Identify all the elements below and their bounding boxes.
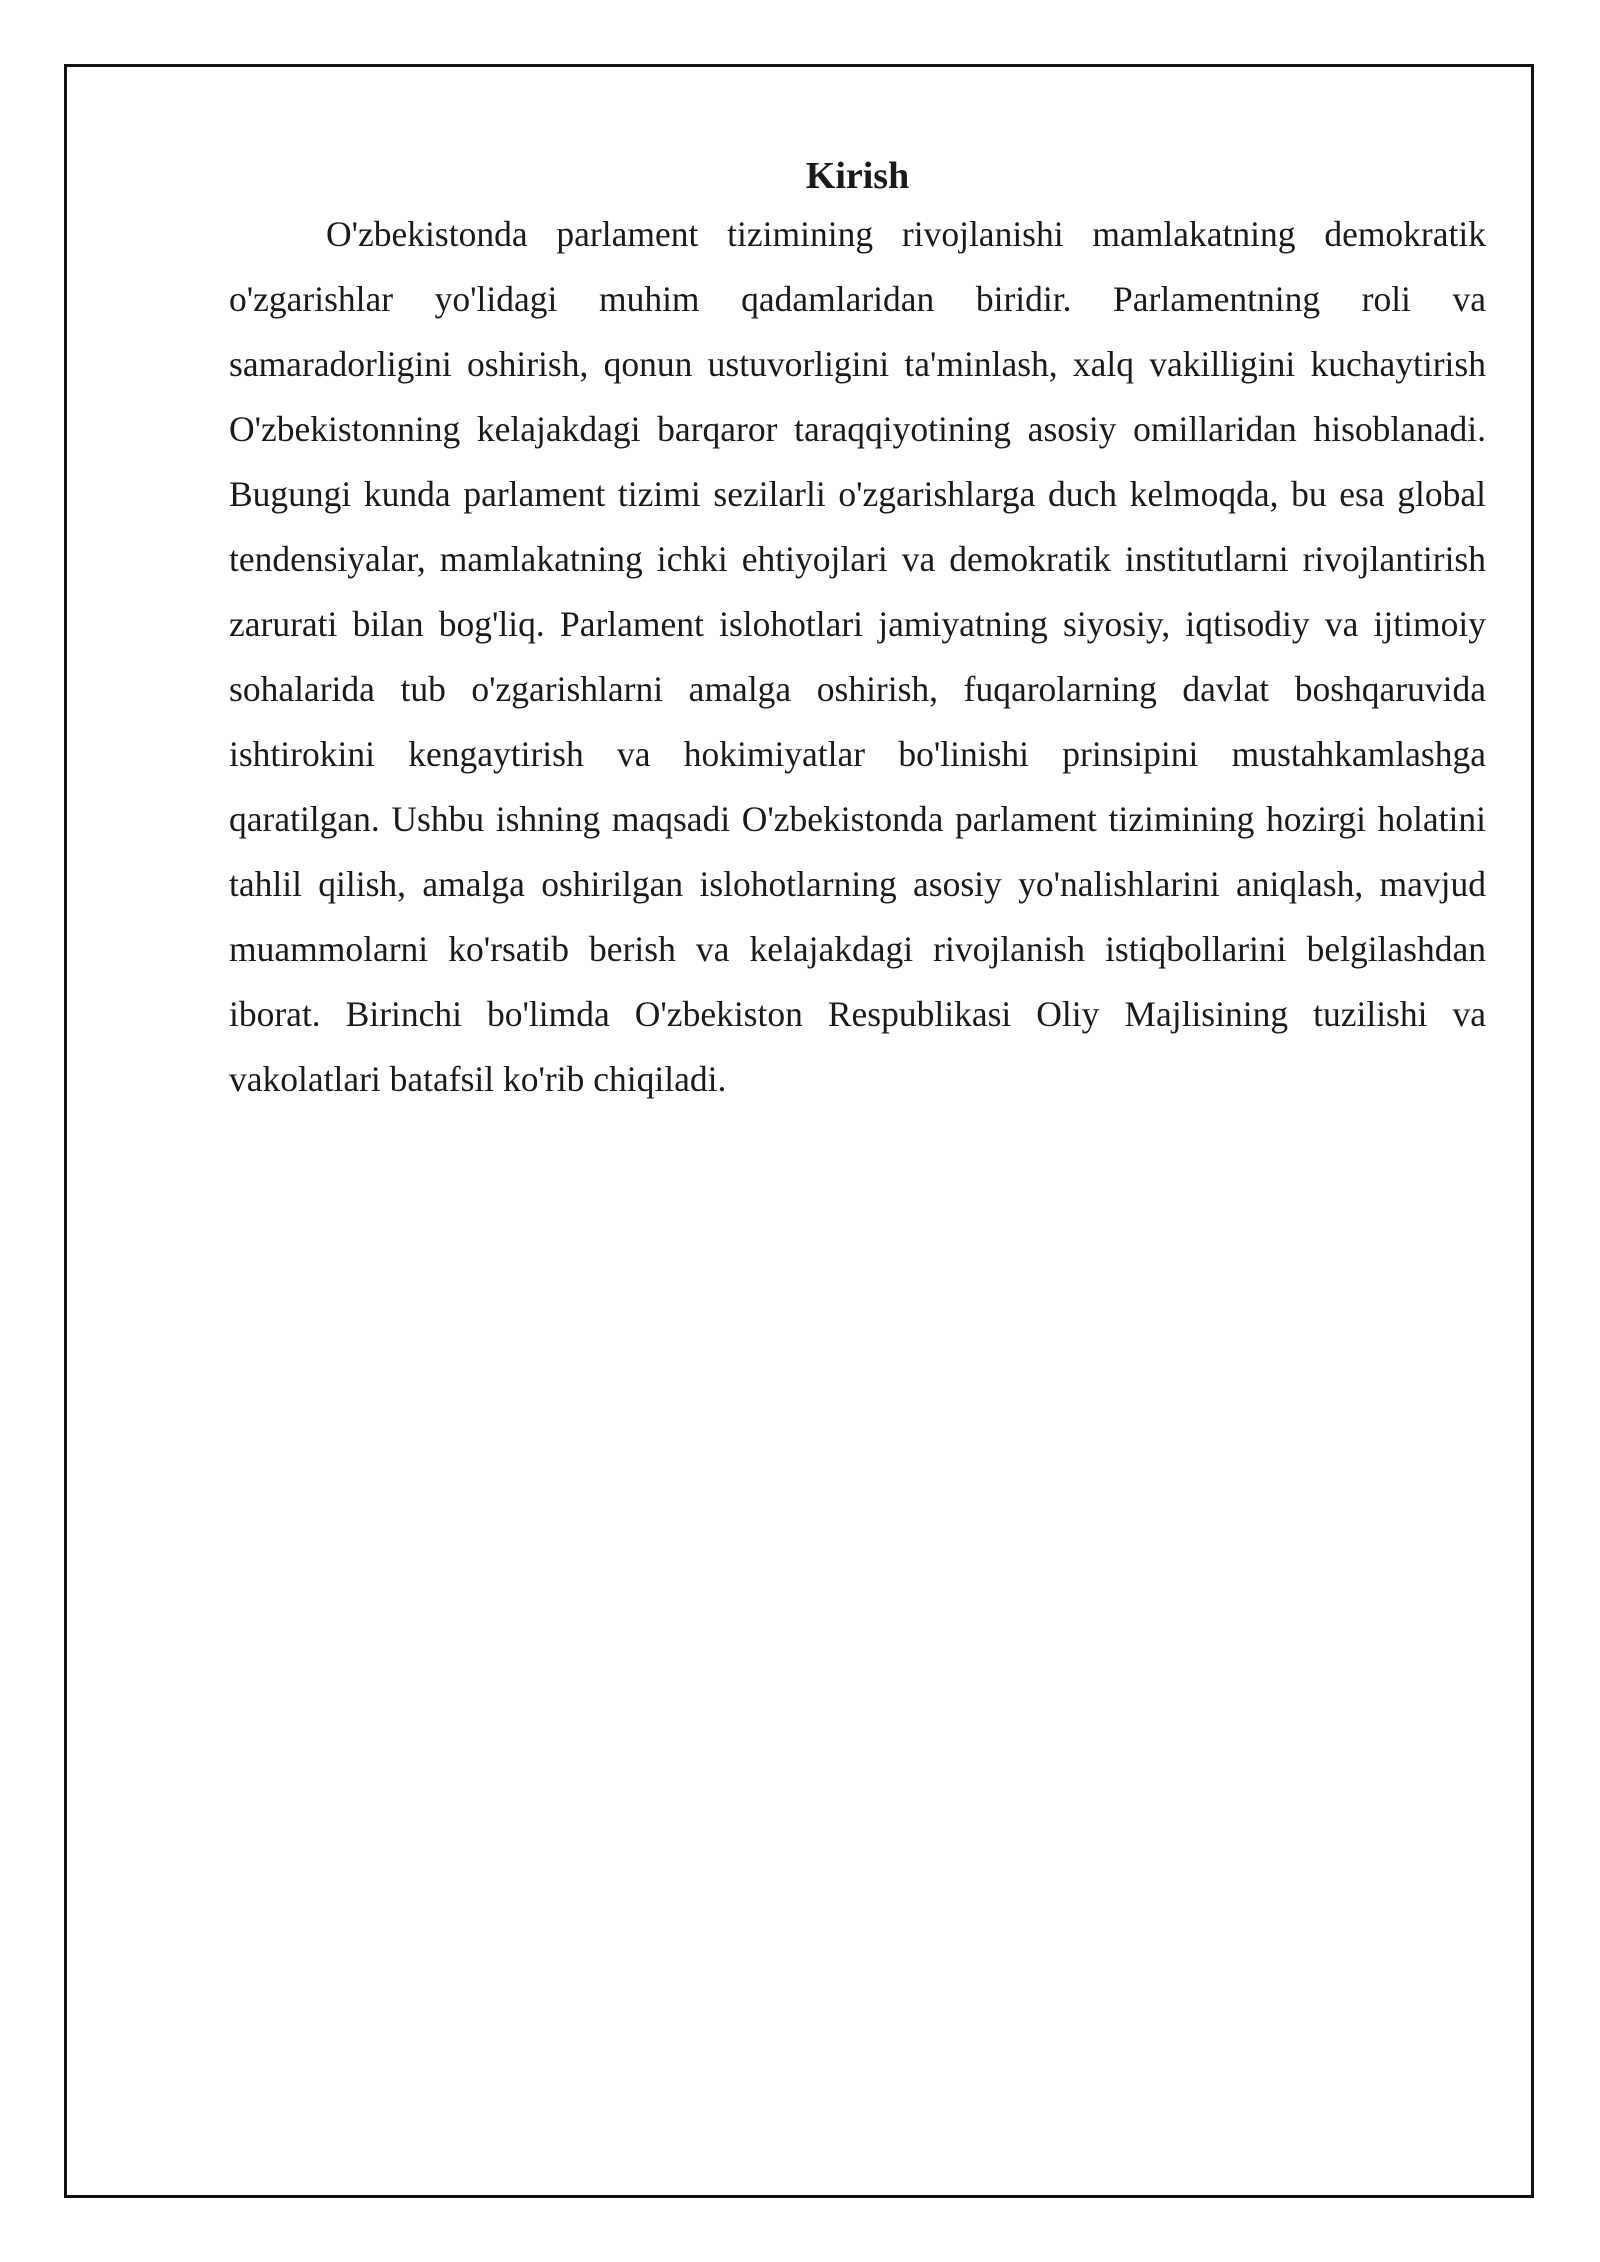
body-paragraph: O'zbekistonda parlament tizimining rivojlanishi mamlakatning demokratik o'zgarishlar yo'lidagi muhim qadamlaridan biridir. Parlamentning roli va samaradorligini oshirish, qonun ustuvorligini ta'minlash, xalq vakilligini kuchaytirish O'zbekistonning kelajakdagi barqaror taraqqiyotining asosiy omillaridan hisoblanadi. Bugungi kunda parlament tizimi sezilarli o'zgarishlarga duch kelmoqda, bu esa global tendensiyalar, mamlakatning ichki ehtiyojlari va demokratik institutlarni rivojlantirish zarurati bilan bog'liq. Parlament islohotlari jamiyatning siyosiy, iqtisodiy va ijtimoiy sohalarida tub o'zgarishlarni amalga oshirish, fuqarolarning davlat boshqaruvida ishtirokini kengaytirish va hokimiyatlar bo'linishi prinsipini mustahkamlashga qaratilgan. Ushbu ishning maqsadi O'zbekistonda parlament tizimining hozirgi holatini tahlil qilish, amalga oshirilgan islohotlarning asosiy yo'nalishlarini aniqlash, mavjud muammolarni ko'rsatib berish va kelajakdagi rivojlanish istiqbollarini belgilashdan iborat. Birinchi bo'limda O'zbekiston Respublikasi Oliy Majlisining tuzilishi va vakolatlari batafsil ko'rib chiqiladi. — [229, 214, 1486, 1099]
page-title: Kirish — [805, 155, 910, 197]
document-content — [229, 150, 1486, 1112]
